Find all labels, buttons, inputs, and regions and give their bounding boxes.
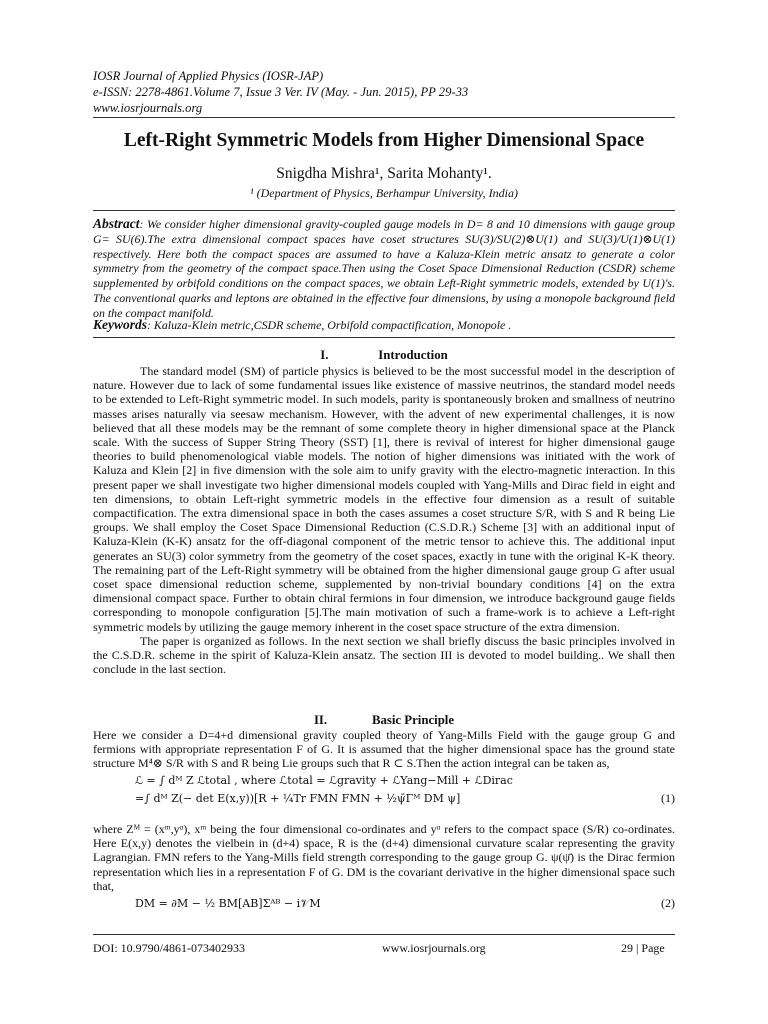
- equation-1-line-1: [135, 772, 675, 788]
- basic-principle-body: [93, 822, 675, 893]
- abstract-top-rule: [93, 210, 675, 211]
- abstract-text: : We consider higher dimensional gravity-coupled gauge models in D= 8 and 10 dimensions with gauge group G= SU(6).The extra dimensional compact spaces have coset structures SU(3)/SU(2)⊗U(1) and SU(3)/U(1)⊗U(1) respectively. Here both the compact spaces are assumed to have a Kaluza-Klein metric ansatz to generate a color symmetry from the geometry of the compact space.Then using the Coset Space Dimensional Reduction (CSDR) scheme supplemented by orbifold conditions on the compact spaces, we obtain Left-Right symmetric models, extended by U(1)'s. The conventional quarks and leptons are obtained in the effective four dimensions, by using a monopole background field on the compact manifold.: [93, 217, 675, 320]
- keywords: [93, 317, 675, 333]
- section-title: Introduction: [378, 348, 448, 362]
- abstract-bottom-rule: [93, 337, 675, 338]
- journal-site: www.iosrjournals.org: [93, 101, 203, 115]
- paper-affiliation: ¹ (Department of Physics, Berhampur University, India): [249, 186, 518, 200]
- basic-principle-paragraph-1: Here we consider a D=4+d dimensional gravity coupled theory of Yang-Mills Field with the gauge group G and fermions with appropriate representation F of G. It is assumed that the higher dimensional space has the ground state structure M⁴⊗ S/R with S and R being Lie groups such that R ⊂ S.Then the action integral can be taken as,: [93, 728, 675, 771]
- journal-name: IOSR Journal of Applied Physics (IOSR-JAP): [93, 69, 324, 83]
- introduction-paragraph-1: The standard model (SM) of particle physics is believed to be the most successful model in the description of nature. However due to lack of some fundamental issues like existence of massive neutrinos, the standard model needs to be extended to Left-Right symmetric model. In such models, parity is spontaneously broken and smallness of neutrino masses arises naturally via seesaw mechanism. However, with the advent of new experimental challenges, it is now believed that all these models may be the remnant of some complete theory in higher dimensional space at the Planck scale. With the success of Supper String Theory (SST) [1], there is revival of interest for higher dimensional gauge theories to build phenomenological viable models. The notion of higher dimensions was initiated with the work of Kaluza and Klein [2] in five dimension with the sole aim to unify gravity with the electro-magnetic interaction. In this present paper we shall investigate two higher dimensional models coupled with Yang-Mills and Dirac field in eight and ten dimensions, to obtain Left-right symmetric models in the effective four dimension as a result of suitable compactification. The extra dimensional space in both the cases assumes a coset structure S/R, with S and R being Lie groups. We shall employ the Coset Space Dimensional Reduction (C.S.D.R.) Scheme [3] with an additional input of Kaluza-Klein (K-K) ansatz for the off-diagonal component of the metric tensor to achieve this. The additional input generates an SU(3) color symmetry from the geometry of the coset spaces, exactly in tune with the original K-K theory. The remaining part of the Left-Right symmetry will be obtained from the higher dimensional gauge group G after usual coset space dimensional reduction scheme, supplemented by non-trivial boundary conditions [4] on the extra dimensional compact space. Further to obtain chiral fermions in four dimension, we introduce background gauge fields corresponding to monopole configuration [5].The main motivation of such a frame-work is to achieve a Left-right symmetric models by utilizing the gauge memory inherent in the coset space structure of the extra dimension.: [93, 364, 675, 634]
- equation-1-number: (1): [661, 791, 675, 805]
- equation-1-line-2: [135, 790, 675, 806]
- footer-doi: DOI: 10.9790/4861-073402933: [93, 941, 245, 955]
- section-heading-basic-principle: [0, 713, 768, 728]
- equation-1b: =∫ dᴹ Z(− det E(x,y))[R + ¼Tr FMN FMN + ½ψ̄Γᴹ DM ψ]: [135, 792, 461, 805]
- abstract: [93, 217, 675, 321]
- equation-2: DM = ∂M − ½ BM[AB]Σᴬᴮ − i𝒱M: [135, 897, 321, 910]
- equation-2-line: [135, 895, 675, 911]
- keywords-text: : Kaluza-Klein metric,CSDR scheme, Orbifold compactification, Monopole .: [147, 318, 512, 332]
- footer-rule: [93, 934, 675, 935]
- keywords-label: Keywords: [93, 317, 147, 332]
- equation-1a: ℒ = ∫ dᴹ Z ℒtotal , where ℒtotal = ℒgravity + ℒYang−Mill + ℒDirac: [135, 774, 513, 787]
- footer-site: www.iosrjournals.org: [382, 941, 486, 955]
- abstract-label: Abstract: [93, 216, 140, 231]
- section-number: II.: [313, 713, 328, 727]
- section-title: Basic Principle: [371, 713, 455, 727]
- introduction-body: [93, 364, 675, 676]
- equation-2-number: (2): [661, 896, 675, 910]
- footer-page: 29 | Page: [621, 941, 665, 955]
- basic-principle-paragraph-2: where Zᴹ = (xᵐ,yᵅ), xᵐ being the four dimensional co-ordinates and yᵅ refers to the compact space (S/R) co-ordinates. Here E(x,y) denotes the vielbein in (d+4) space, R is the (d+4) dimensional curvature scalar representing the gravity Lagrangian. FMN refers to the Yang-Mills field strength corresponding to the gauge group G. ψ(ψ̄) is the Dirac fermion representation which lies in a representation F of G. DM is the covariant derivative in the higher dimensional space such that,: [93, 822, 675, 893]
- header-rule: [93, 117, 675, 118]
- section-heading-introduction: [0, 348, 768, 363]
- section-number: I.: [320, 348, 329, 362]
- introduction-paragraph-2: The paper is organized as follows. In the next section we shall briefly discuss the basic principles involved in the C.S.D.R. scheme in the spirit of Kaluza-Klein ansatz. The section III is devoted to model building.. We shall then conclude in the last section.: [93, 633, 675, 677]
- journal-header: [93, 68, 468, 116]
- paper-title: Left-Right Symmetric Models from Higher Dimensional Space: [123, 130, 645, 151]
- journal-issn: e-ISSN: 2278-4861.Volume 7, Issue 3 Ver. IV (May. - Jun. 2015), PP 29-33: [93, 85, 469, 99]
- paper-authors: Snigdha Mishra¹, Sarita Mohanty¹.: [276, 165, 492, 182]
- basic-principle-intro: [93, 728, 675, 771]
